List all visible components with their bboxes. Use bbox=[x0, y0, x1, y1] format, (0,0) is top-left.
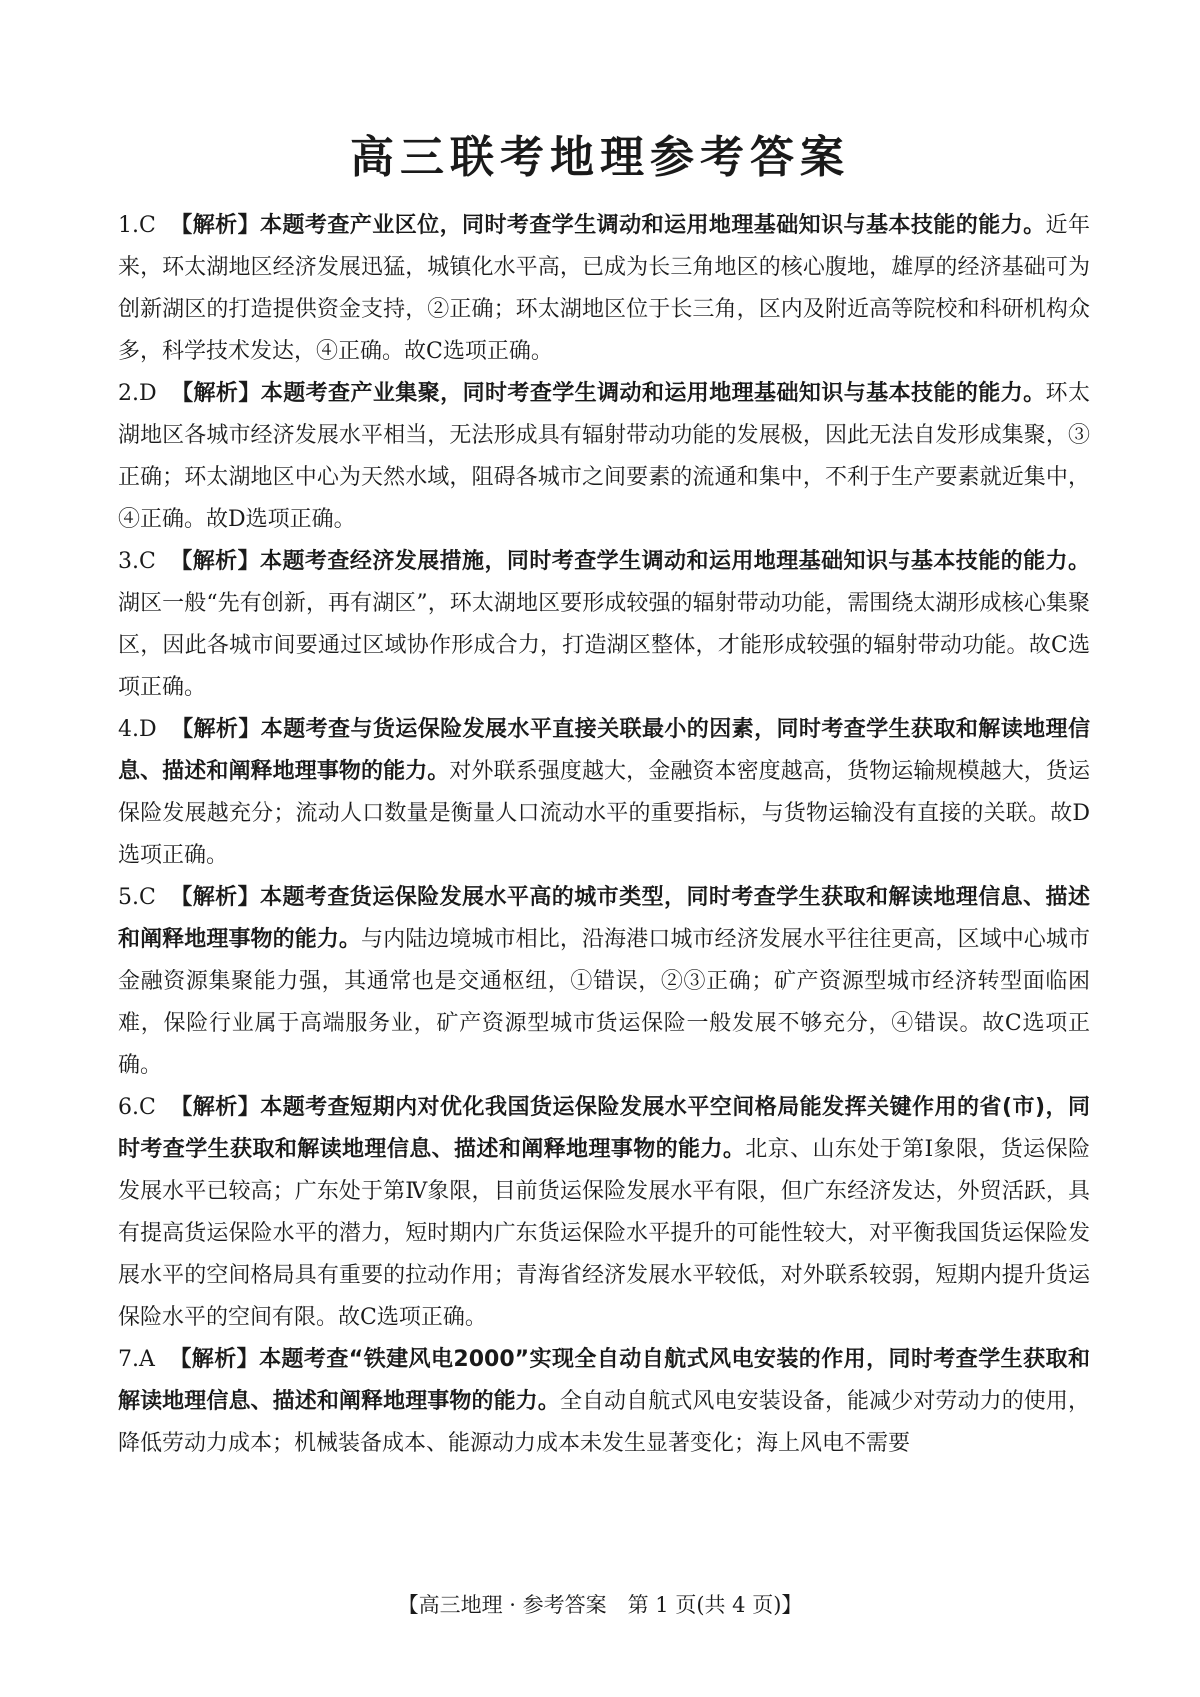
analysis-body: 湖区一般“先有创新，再有湖区”，环太湖地区要形成较强的辐射带动功能，需围绕太湖形成核心集聚区，因此各城市间要通过区域协作形成合力，打造湖区整体，才能形成较强的辐射带动功能。故C选项正确。 bbox=[118, 591, 1090, 700]
analysis-summary: 本题考查产业区位，同时考查学生调动和运用地理基础知识与基本技能的能力。 bbox=[260, 213, 1046, 238]
analysis-tag: 【解析】 bbox=[169, 213, 261, 238]
analysis-summary: 本题考查产业集聚，同时考查学生调动和运用地理基础知识与基本技能的能力。 bbox=[260, 381, 1046, 406]
analysis-body: 环太湖地区各城市经济发展水平相当，无法形成具有辐射带动功能的发展极，因此无法自发形成集聚，③正确；环太湖地区中心为天然水域，阻碍各城市之间要素的流通和集中，不利于生产要素就近集中，④正确。故D选项正确。 bbox=[118, 381, 1090, 532]
analysis-tag: 【解析】 bbox=[170, 381, 261, 406]
analysis-tag: 【解析】 bbox=[170, 717, 261, 742]
analysis-tag: 【解析】 bbox=[169, 885, 261, 910]
answer-item-7 bbox=[118, 1339, 1090, 1465]
answer-number: 4.D bbox=[118, 717, 157, 742]
answer-number: 5.C bbox=[118, 885, 156, 910]
answer-number: 6.C bbox=[118, 1095, 156, 1120]
analysis-body: 北京、山东处于第Ⅰ象限，货运保险发展水平已较高；广东处于第Ⅳ象限，目前货运保险发展水平有限，但广东经济发达，外贸活跃，具有提高货运保险水平的潜力，短时期内广东货运保险水平提升的可能性较大，对平衡我国货运保险发展水平的空间格局具有重要的拉动作用；青海省经济发展水平较低，对外联系较弱，短期内提升货运保险水平的空间有限。故C选项正确。 bbox=[118, 1137, 1090, 1330]
answer-item-5 bbox=[118, 877, 1090, 1087]
answer-item-2 bbox=[118, 373, 1090, 541]
answer-number: 3.C bbox=[118, 549, 156, 574]
analysis-summary: 本题考查与货运保险发展水平直接关联最小的因素，同时考查学生获取和解读地理信息、描述和阐释地理事物的能力。 bbox=[118, 717, 1090, 784]
answer-number: 1.C bbox=[118, 213, 156, 238]
answer-item-3 bbox=[118, 541, 1090, 709]
analysis-tag: 【解析】 bbox=[169, 1095, 261, 1120]
answer-list bbox=[118, 205, 1090, 1465]
analysis-summary: 本题考查经济发展措施，同时考查学生调动和运用地理基础知识与基本技能的能力。 bbox=[260, 549, 1090, 574]
analysis-summary: 本题考查短期内对优化我国货运保险发展水平空间格局能发挥关键作用的省(市)，同时考查学生获取和解读地理信息、描述和阐释地理事物的能力。 bbox=[118, 1095, 1090, 1162]
answer-item-4 bbox=[118, 709, 1090, 877]
analysis-summary: 本题考查“铁建风电2000”实现全自动自航式风电安装的作用，同时考查学生获取和解读地理信息、描述和阐释地理事物的能力。 bbox=[118, 1347, 1090, 1414]
analysis-summary: 本题考查货运保险发展水平高的城市类型，同时考查学生获取和解读地理信息、描述和阐释地理事物的能力。 bbox=[118, 885, 1090, 952]
analysis-tag: 【解析】 bbox=[169, 549, 261, 574]
analysis-body: 对外联系强度越大，金融资本密度越高，货物运输规模越大，货运保险发展越充分；流动人口数量是衡量人口流动水平的重要指标，与货物运输没有直接的关联。故D选项正确。 bbox=[118, 759, 1090, 868]
analysis-tag: 【解析】 bbox=[168, 1347, 260, 1372]
answer-item-6 bbox=[118, 1087, 1090, 1339]
answer-number: 2.D bbox=[118, 381, 157, 406]
page-title: 高三联考地理参考答案 bbox=[350, 132, 850, 183]
analysis-body: 全自动自航式风电安装设备，能减少对劳动力的使用，降低劳动力成本；机械装备成本、能源动力成本未发生显著变化；海上风电不需要 bbox=[118, 1389, 1090, 1456]
analysis-body: 与内陆边境城市相比，沿海港口城市经济发展水平往往更高，区域中心城市金融资源集聚能力强，其通常也是交通枢纽，①错误，②③正确；矿产资源型城市经济转型面临困难，保险行业属于高端服务业，矿产资源型城市货运保险一般发展不够充分，④错误。故C选项正确。 bbox=[118, 927, 1090, 1078]
answer-number: 7.A bbox=[118, 1347, 155, 1372]
page-footer: 【高三地理 · 参考答案 第 1 页(共 4 页)】 bbox=[397, 1593, 803, 1617]
answer-item-1 bbox=[118, 205, 1090, 373]
analysis-body: 近年来，环太湖地区经济发展迅猛，城镇化水平高，已成为长三角地区的核心腹地，雄厚的经济基础可为创新湖区的打造提供资金支持，②正确；环太湖地区位于长三角，区内及附近高等院校和科研机构众多，科学技术发达，④正确。故C选项正确。 bbox=[118, 213, 1090, 364]
